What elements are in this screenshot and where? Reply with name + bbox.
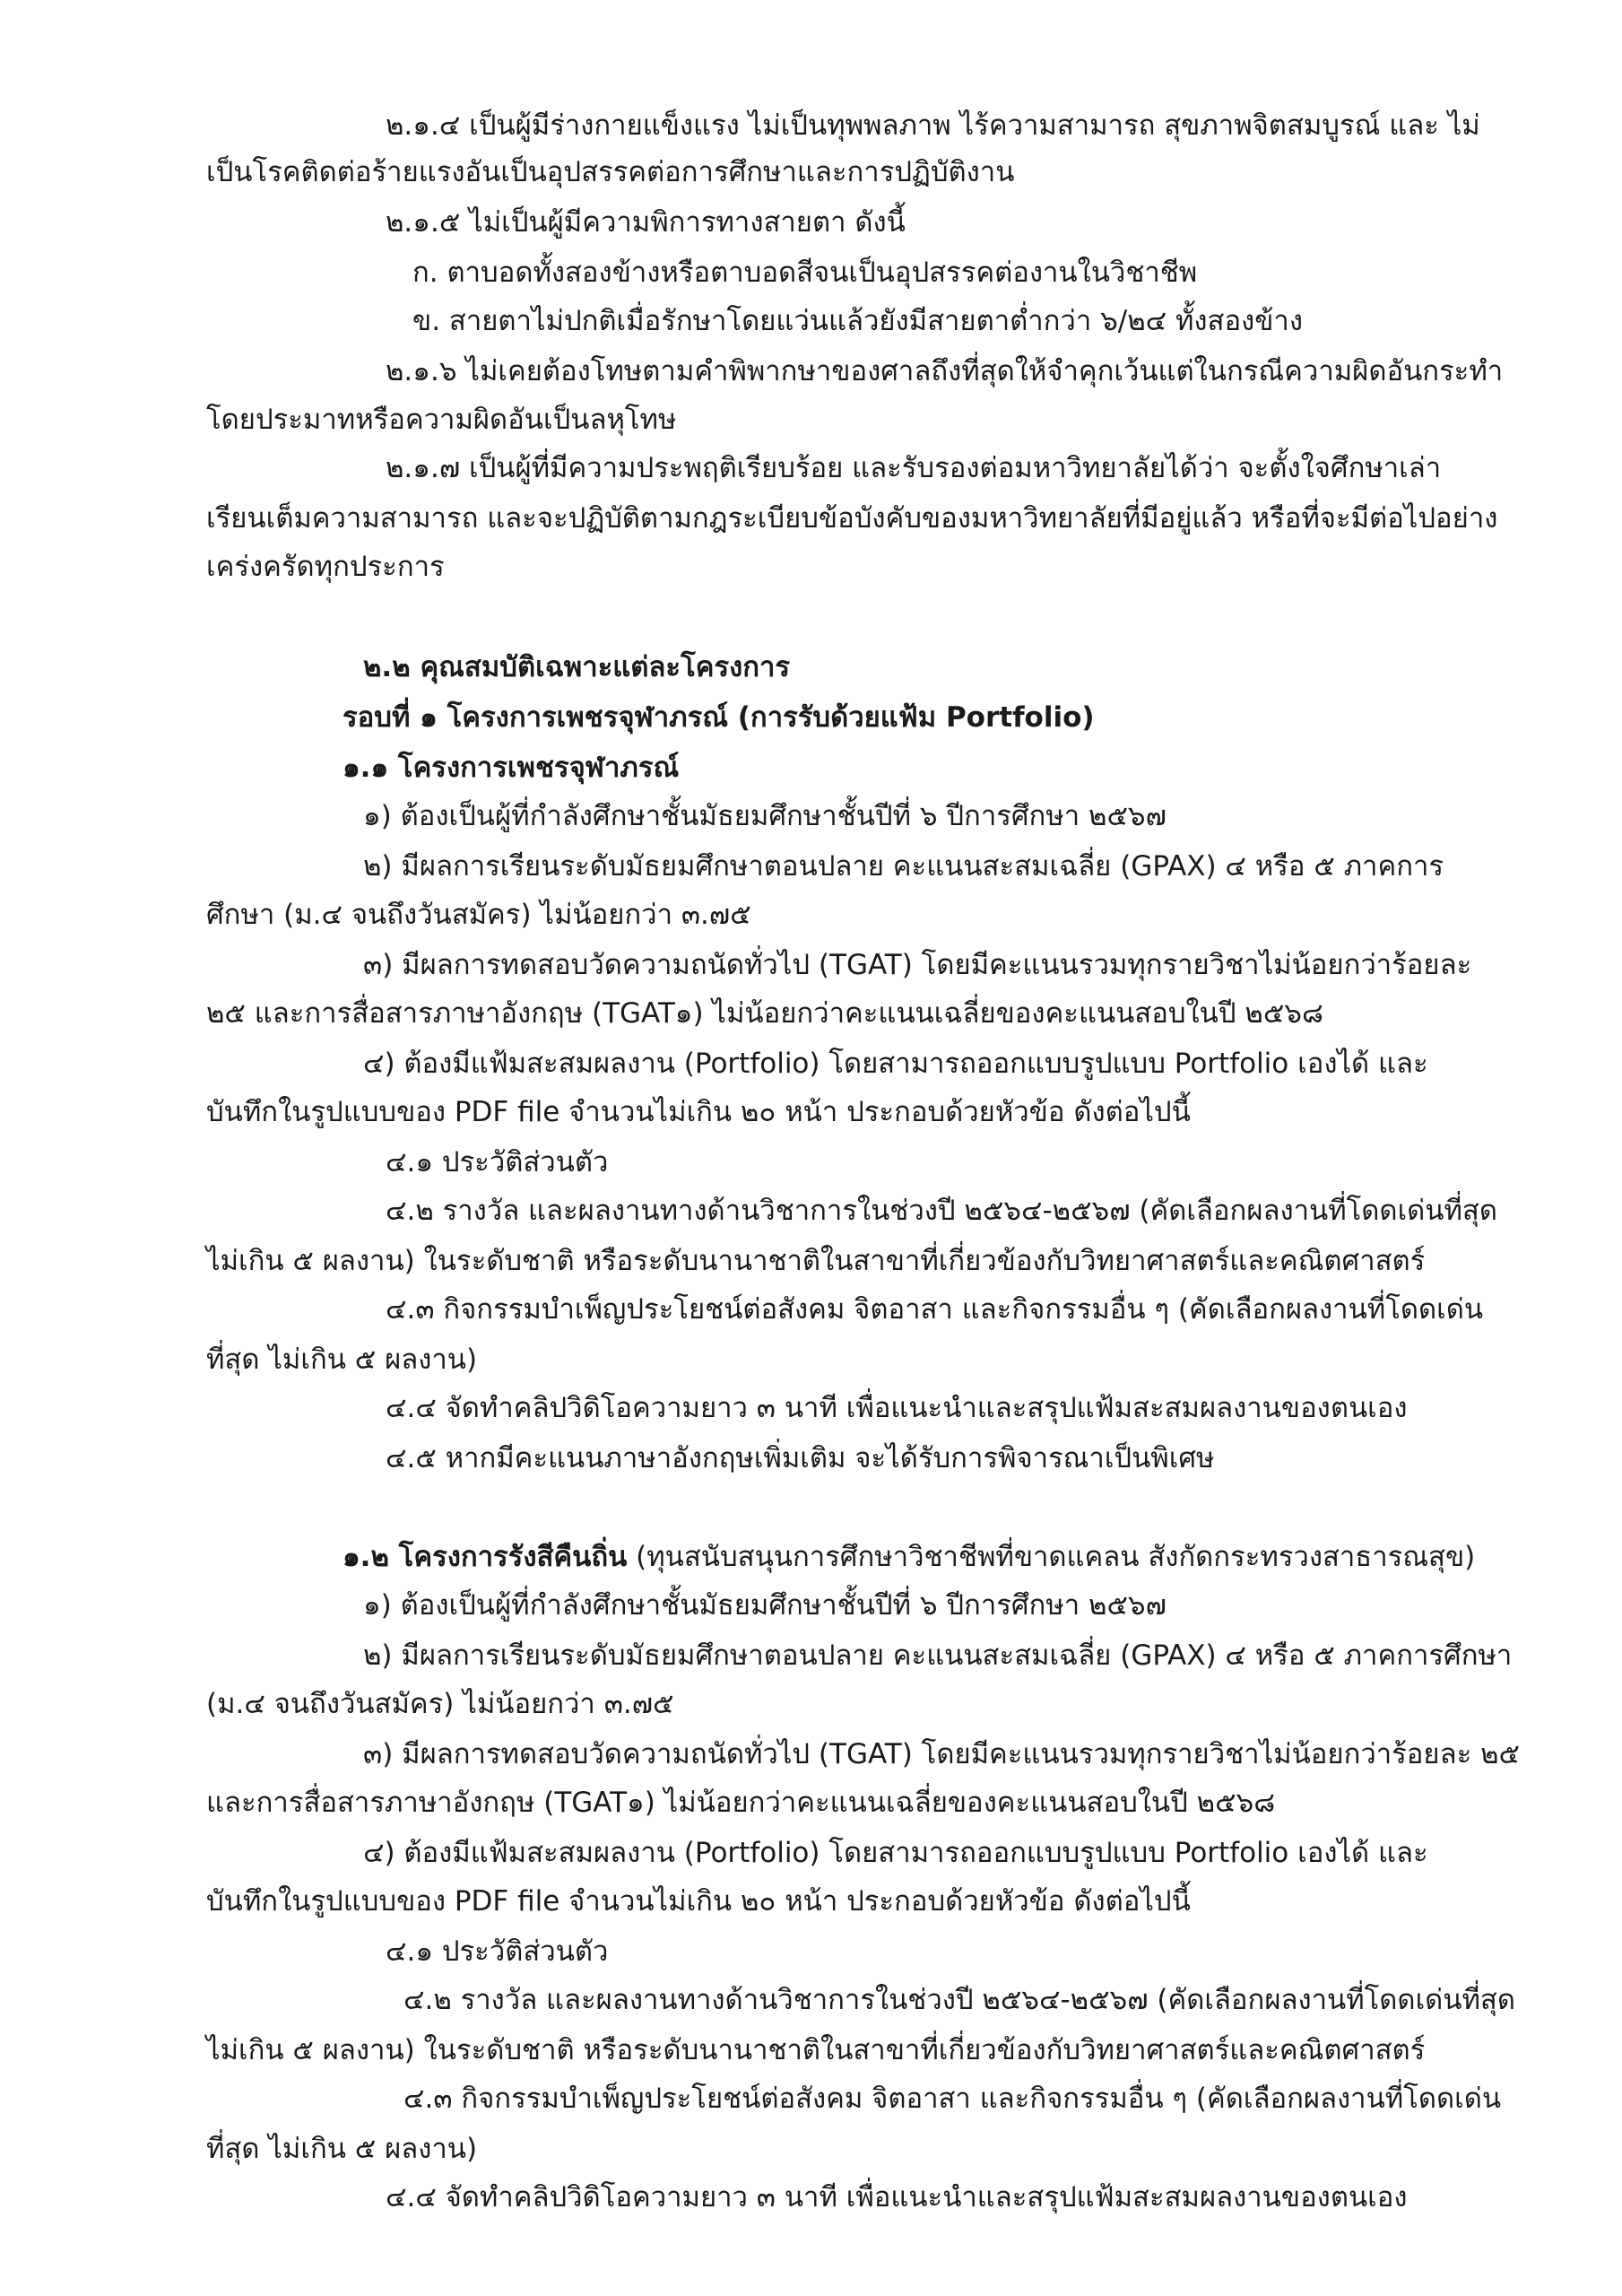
item-2-1-7-line-1: ๒.๑.๗ เป็นผู้ที่มีความประพฤติเรียบร้อย และรับรองต่อมหาวิทยาลัยได้ว่า จะตั้งใจศึกษาเล่า — [386, 452, 1442, 484]
p12-portfolio-4-2-line-1: ๔.๒ รางวัล และผลงานทางด้านวิชาการในช่วงปี ๒๕๖๔-๒๕๖๗ (คัดเลือกผลงานที่โดดเด่นที่สุด — [403, 1984, 1515, 2016]
p11-req-1: ๑) ต้องเป็นผู้ที่กำลังศึกษาชั้นมัธยมศึกษาชั้นปีที่ ๖ ปีการศึกษา ๒๕๖๗ — [363, 800, 1167, 832]
p11-req-2-line-1: ๒) มีผลการเรียนระดับมัธยมศึกษาตอนปลาย คะแนนสะสมเฉลี่ย (GPAX) ๔ หรือ ๕ ภาคการ — [363, 850, 1444, 883]
p12-req-2-line-2: (ม.๔ จนถึงวันสมัคร) ไม่น้อยกว่า ๓.๗๕ — [206, 1688, 674, 1720]
p12-req-1: ๑) ต้องเป็นผู้ที่กำลังศึกษาชั้นมัธยมศึกษาชั้นปีที่ ๖ ปีการศึกษา ๒๕๖๗ — [363, 1589, 1167, 1622]
p12-portfolio-4-1: ๔.๑ ประวัติส่วนตัว — [386, 1935, 609, 1968]
item-2-1-6-line-1: ๒.๑.๖ ไม่เคยต้องโทษตามคำพิพากษาของศาลถึงที่สุดให้จำคุกเว้นแต่ในกรณีความผิดอันกระทำ — [386, 355, 1504, 387]
item-2-1-4-line-2: เป็นโรคติดต่อร้ายแรงอันเป็นอุปสรรคต่อการศึกษาและการปฏิบัติงาน — [206, 156, 1015, 188]
item-2-1-5-line-1: ๒.๑.๕ ไม่เป็นผู้มีความพิการทางสายตา ดังนี้ — [386, 206, 906, 239]
p12-req-3-line-1: ๓) มีผลการทดสอบวัดความถนัดทั่วไป (TGAT) โดยมีคะแนนรวมทุกรายวิชาไม่น้อยกว่าร้อยละ ๒๕ — [363, 1738, 1520, 1770]
p12-portfolio-4-3-line-2: ที่สุด ไม่เกิน ๕ ผลงาน) — [206, 2133, 478, 2165]
p11-req-3-line-1: ๓) มีผลการทดสอบวัดความถนัดทั่วไป (TGAT) โดยมีคะแนนรวมทุกรายวิชาไม่น้อยกว่าร้อยละ — [363, 949, 1472, 981]
item-2-1-7-line-3: เคร่งครัดทุกประการ — [206, 551, 445, 583]
p11-portfolio-4-4: ๔.๔ จัดทำคลิปวิดิโอความยาว ๓ นาที เพื่อแนะนำและสรุปแฟ้มสะสมผลงานของตนเอง — [386, 1392, 1408, 1424]
project-1-1-heading: ๑.๑ โครงการเพชรจุฬาภรณ์ — [343, 752, 680, 784]
p11-portfolio-4-3-line-2: ที่สุด ไม่เกิน ๕ ผลงาน) — [206, 1344, 478, 1376]
item-2-1-7-line-2: เรียนเต็มความสามารถ และจะปฏิบัติตามกฎระเบียบข้อบังคับของมหาวิทยาลัยที่มีอยู่แล้ว หรือที่จะมีต่อไปอย่าง — [206, 502, 1498, 535]
p12-portfolio-4-3-line-1: ๔.๓ กิจกรรมบำเพ็ญประโยชน์ต่อสังคม จิตอาสา และกิจกรรมอื่น ๆ (คัดเลือกผลงานที่โดดเด่น — [403, 2083, 1502, 2115]
item-2-1-6-line-2: โดยประมาทหรือความผิดอันเป็นลหุโทษ — [206, 404, 677, 436]
p11-req-4-line-1: ๔) ต้องมีแฟ้มสะสมผลงาน (Portfolio) โดยสามารถออกแบบรูปแบบ Portfolio เองได้ และ — [363, 1048, 1428, 1080]
section-2-2-heading: ๒.๒ คุณสมบัติเฉพาะแต่ละโครงการ — [363, 651, 791, 683]
p12-req-3-line-2: และการสื่อสารภาษาอังกฤษ (TGAT๑) ไม่น้อยกว่าคะแนนเฉลี่ยของคะแนนสอบในปี ๒๕๖๘ — [206, 1787, 1276, 1819]
p12-portfolio-4-4: ๔.๔ จัดทำคลิปวิดิโอความยาว ๓ นาที เพื่อแนะนำและสรุปแฟ้มสะสมผลงานของตนเอง — [386, 2181, 1408, 2213]
item-2-1-5-sub-b: ข. สายตาไม่ปกติเมื่อรักษาโดยแว่นแล้วยังมีสายตาต่ำกว่า ๖/๒๔ ทั้งสองข้าง — [412, 305, 1303, 337]
p11-req-2-line-2: ศึกษา (ม.๔ จนถึงวันสมัคร) ไม่น้อยกว่า ๓.๗๕ — [206, 899, 751, 931]
p12-portfolio-4-2-line-2: ไม่เกิน ๕ ผลงาน) ในระดับชาติ หรือระดับนานาชาติในสาขาที่เกี่ยวข้องกับวิทยาศาสตร์และคณิตศาสตร์ — [206, 2034, 1426, 2066]
p11-portfolio-4-1: ๔.๑ ประวัติส่วนตัว — [386, 1146, 609, 1178]
p11-req-3-line-2: ๒๕ และการสื่อสารภาษาอังกฤษ (TGAT๑) ไม่น้อยกว่าคะแนนเฉลี่ยของคะแนนสอบในปี ๒๕๖๘ — [206, 997, 1323, 1030]
p11-portfolio-4-3-line-1: ๔.๓ กิจกรรมบำเพ็ญประโยชน์ต่อสังคม จิตอาสา และกิจกรรมอื่น ๆ (คัดเลือกผลงานที่โดดเด่น — [386, 1293, 1484, 1326]
p11-portfolio-4-5: ๔.๕ หากมีคะแนนภาษาอังกฤษเพิ่มเติม จะได้รับการพิจารณาเป็นพิเศษ — [386, 1442, 1215, 1474]
p11-req-4-line-2: บันทึกในรูปแบบของ PDF file จำนวนไม่เกิน ๒๐ หน้า ประกอบด้วยหัวข้อ ดังต่อไปนี้ — [206, 1096, 1191, 1128]
item-2-1-4-line-1: ๒.๑.๔ เป็นผู้มีร่างกายแข็งแรง ไม่เป็นทุพพลภาพ ไร้ความสามารถ สุขภาพจิตสมบูรณ์ และ ไม่ — [386, 109, 1480, 142]
round-1-heading: รอบที่ ๑ โครงการเพชรจุฬาภรณ์ (การรับด้วยแฟ้ม Portfolio) — [343, 701, 1095, 734]
p12-req-4-line-1: ๔) ต้องมีแฟ้มสะสมผลงาน (Portfolio) โดยสามารถออกแบบรูปแบบ Portfolio เองได้ และ — [363, 1837, 1428, 1869]
p12-req-2-line-1: ๒) มีผลการเรียนระดับมัธยมศึกษาตอนปลาย คะแนนสะสมเฉลี่ย (GPAX) ๔ หรือ ๕ ภาคการศึกษา — [363, 1639, 1513, 1672]
item-2-1-5-sub-a: ก. ตาบอดทั้งสองข้างหรือตาบอดสีจนเป็นอุปสรรคต่องานในวิชาชีพ — [412, 257, 1198, 289]
p12-req-4-line-2: บันทึกในรูปแบบของ PDF file จำนวนไม่เกิน ๒๐ หน้า ประกอบด้วยหัวข้อ ดังต่อไปนี้ — [206, 1885, 1191, 1918]
p11-portfolio-4-2-line-2: ไม่เกิน ๕ ผลงาน) ในระดับชาติ หรือระดับนานาชาติในสาขาที่เกี่ยวข้องกับวิทยาศาสตร์และคณิตศาสตร์ — [206, 1245, 1426, 1277]
project-1-2-heading: ๑.๒ โครงการรังสีคืนถิ่น — [343, 1541, 628, 1573]
p11-portfolio-4-2-line-1: ๔.๒ รางวัล และผลงานทางด้านวิชาการในช่วงปี ๒๕๖๔-๒๕๖๗ (คัดเลือกผลงานที่โดดเด่นที่สุด — [386, 1195, 1497, 1227]
project-1-2-heading-note: (ทุนสนับสนุนการศึกษาวิชาชีพที่ขาดแคลน สังกัดกระทรวงสาธารณสุข) — [627, 1541, 1476, 1573]
project-1-2-heading-line — [343, 1537, 1475, 1577]
